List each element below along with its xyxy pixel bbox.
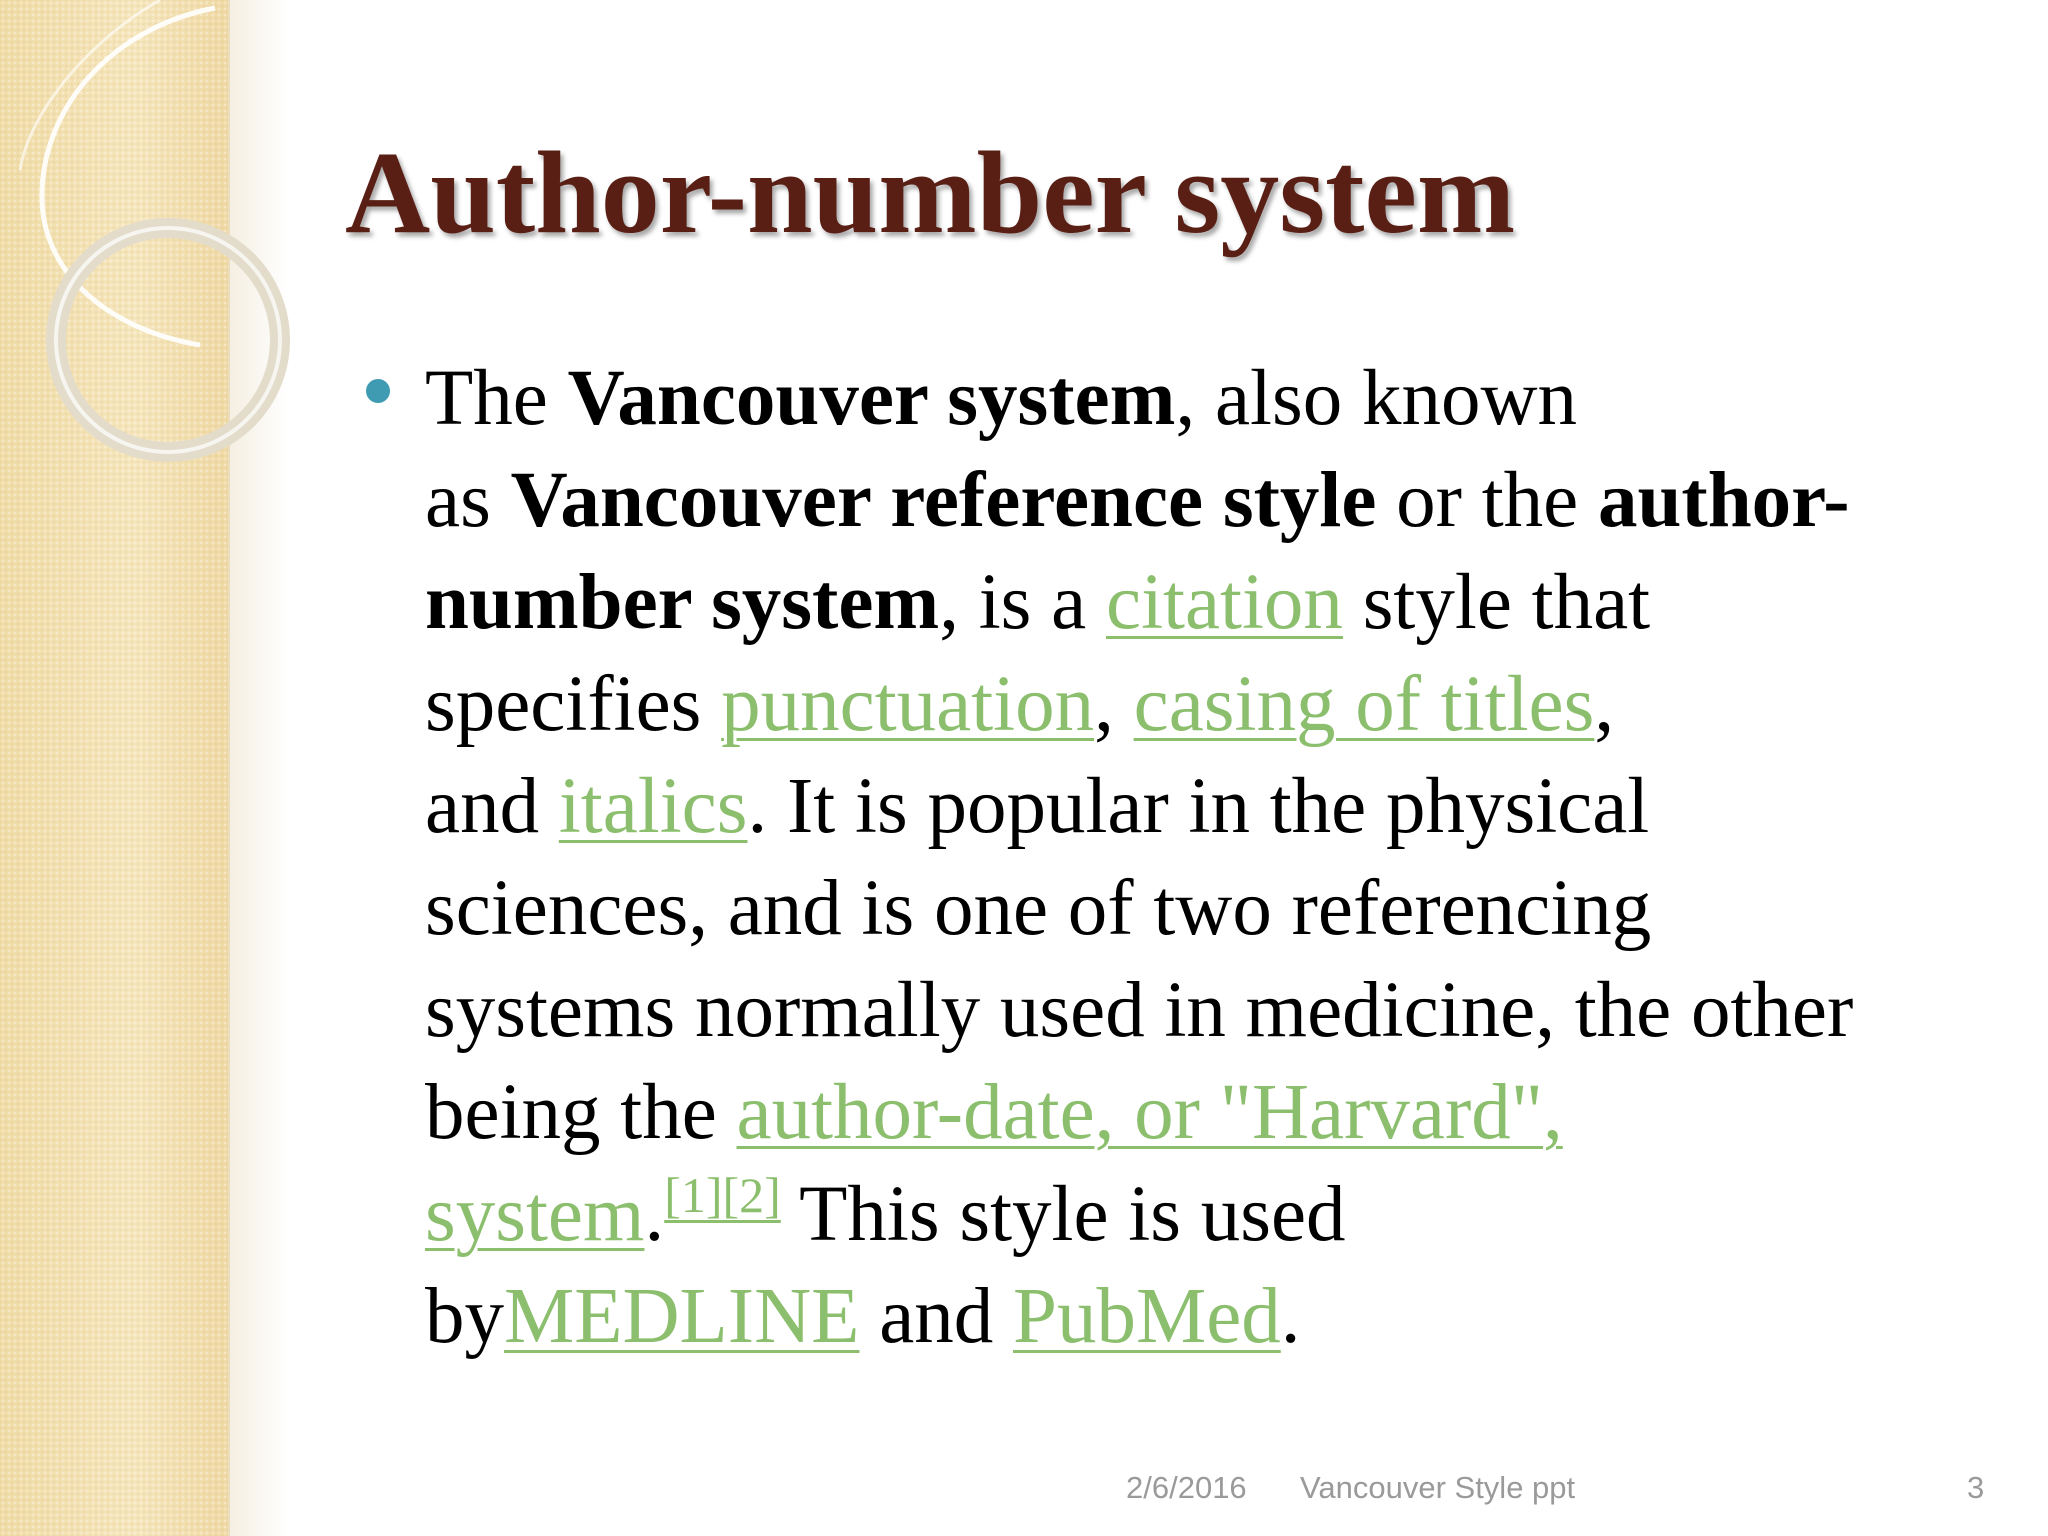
body-text-run: and [859, 1273, 1014, 1360]
body-line [425, 552, 2005, 654]
link-casing-of-titles[interactable]: casing of titles [1133, 661, 1595, 748]
bullet-icon [366, 379, 390, 403]
body-text-run: , is a [939, 559, 1106, 646]
body-text-run: . [644, 1171, 665, 1258]
footer-date: 2/6/2016 [1126, 1470, 1247, 1505]
body-line [425, 654, 2005, 756]
body-text-run: , [1094, 661, 1134, 748]
body-line: sciences, and is one of two referencing [425, 865, 1652, 952]
body-line [425, 1062, 2005, 1164]
link-italics[interactable]: italics [558, 763, 748, 850]
body-text-run: . [1280, 1273, 1301, 1360]
slide-body [425, 348, 2005, 1368]
footer-presentation-title: Vancouver Style ppt [1300, 1470, 1576, 1505]
decorative-rings [0, 0, 300, 520]
bold-term-vancouver-reference-style: Vancouver reference style [510, 457, 1377, 544]
link-author-date-harvard[interactable]: author-date, or "Harvard", [736, 1069, 1563, 1156]
body-line [425, 450, 2005, 552]
body-text-run: and [425, 763, 559, 850]
body-text-run: This style is used [780, 1171, 1346, 1258]
link-citation[interactable]: citation [1106, 559, 1343, 646]
body-text-run: being the [425, 1069, 737, 1156]
link-pubmed[interactable]: PubMed [1013, 1273, 1281, 1360]
body-text-run: , [1594, 661, 1615, 748]
body-text-run: , also known [1175, 355, 1577, 442]
footer-page-number: 3 [1967, 1470, 1985, 1505]
bold-term-author-number: author- [1597, 457, 1850, 544]
body-text-run: . It is popular in the physical [747, 763, 1650, 850]
body-line [425, 1266, 2005, 1368]
body-line [425, 348, 2005, 450]
bold-term-number-system: number system [425, 559, 940, 646]
body-text-run: The [425, 355, 568, 442]
body-line [425, 1164, 2005, 1266]
body-text-run: by [425, 1273, 504, 1360]
body-line [425, 756, 2005, 858]
link-system[interactable]: system [425, 1171, 645, 1258]
slide-title: Author-number system [345, 127, 1516, 258]
body-text-run: specifies [425, 661, 722, 748]
reference-superscript-link[interactable]: [1][2] [664, 1167, 781, 1223]
link-medline[interactable]: MEDLINE [504, 1273, 860, 1360]
bold-term-vancouver-system: Vancouver system [567, 355, 1176, 442]
body-text-run: or the [1376, 457, 1598, 544]
body-line: systems normally used in medicine, the other [425, 967, 1854, 1054]
decorative-arc-top-inner [20, 0, 160, 170]
body-text-run: as [425, 457, 511, 544]
body-text-run: style that [1342, 559, 1651, 646]
link-punctuation[interactable]: punctuation [721, 661, 1095, 748]
